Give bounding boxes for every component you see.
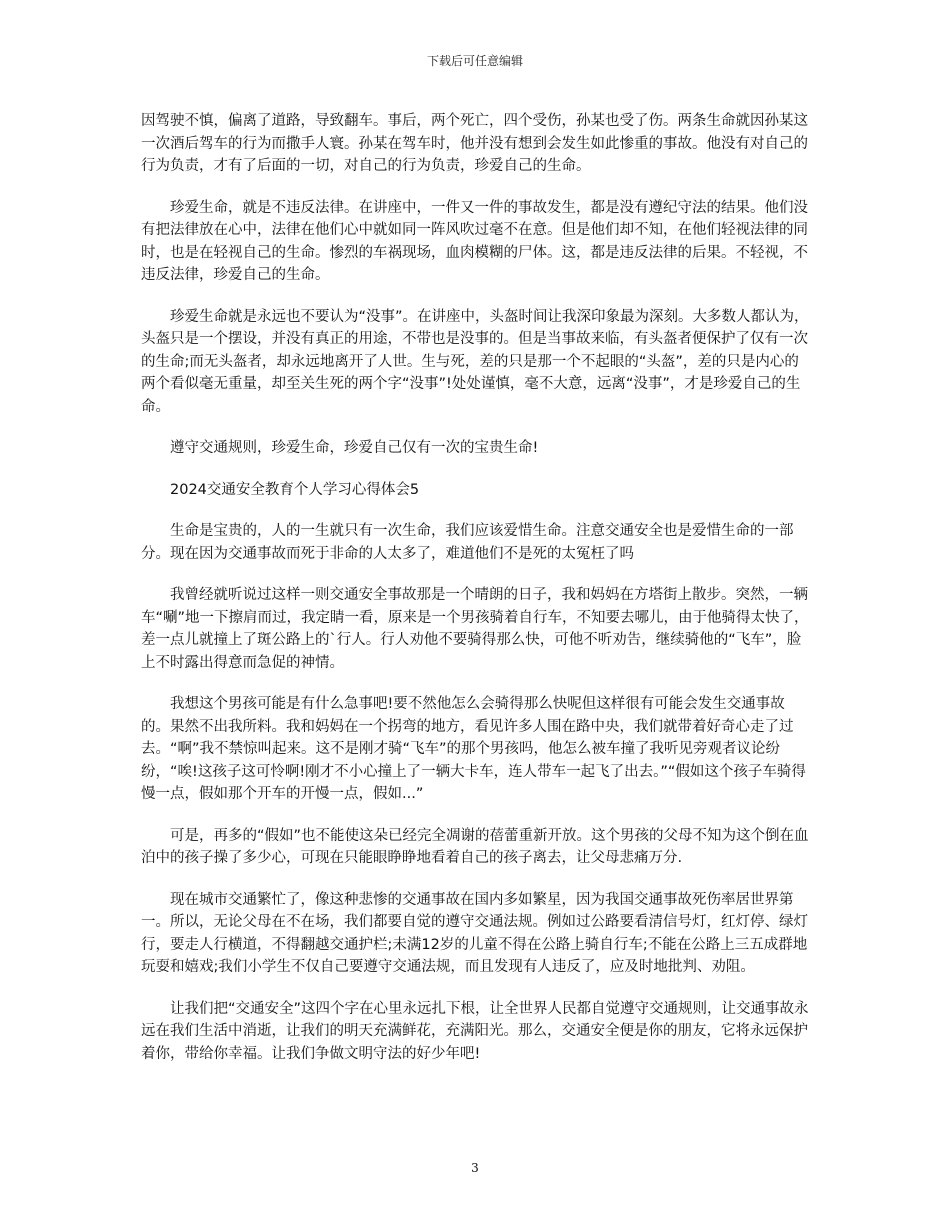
paragraph: 我想这个男孩可能是有什么急事吧!要不然他怎么会骑得那么快呢但这样很有可能会发生交通事故的。果然不出我所料。我和妈妈在一个拐弯的地方，看见许多人围在路中央，我们就带着好奇心走了过去。“啊”我不禁惊叫起来。这不是刚才骑“飞车”的那个男孩吗，他怎么被车撞了我听见旁观者议论纷纷，“唉!这孩子这可怜啊!刚才不小心撞上了一辆大卡车，连人带车一起飞了出去。”“假如这个孩子车骑得慢一点，假如那个开车的开慢一点，假如...” [141, 696, 806, 802]
paragraph: 我曾经就听说过这样一则交通安全事故那是一个晴朗的日子，我和妈妈在方塔街上散步。突然，一辆车“唰”地一下擦肩而过，我定睛一看，原来是一个男孩骑着自行车，不知要去哪儿，由于他骑得太快了，差一点儿就撞上了斑公路上的`行人。行人劝他不要骑得那么快，可他不听劝告，继续骑他的“飞车”，脸上不时露出得意而急促的神情。 [141, 587, 809, 671]
document-body [141, 110, 813, 1084]
paragraph: 珍爱生命就是永远也不要认为“没事”。在讲座中，头盔时间让我深印象最为深刻。大多数人都认为，头盔只是一个摆设，并没有真正的用途，不带也是没事的。但是当事故来临，有头盔者便保护了仅有一次的生命;而无头盔者，却永远地离开了人世。生与死，差的只是那一个不起眼的“头盔”，差的只是内心的两个看似毫无重量，却至关生死的两个字“没事”!处处谨慎，毫不大意，远离“没事”，才是珍爱自己的生命。 [141, 308, 809, 415]
page-number: 3 [471, 1161, 479, 1175]
paragraph: 现在城市交通繁忙了，像这种悲惨的交通事故在国内多如繁星，因为我国交通事故死伤率居世界第一。所以，无论父母在不在场，我们都要自觉的遵守交通法规。例如过公路要看清信号灯，红灯停、绿灯行，要走人行横道，不得翻越交通护栏;未满12岁的儿童不得在公路上骑自行车;不能在公路上三五成群地玩耍和嬉戏;我们小学生不仅自己要遵守交通法规，而且发现有人违反了，应及时地批判、劝阻。 [141, 891, 808, 975]
paragraph: 珍爱生命，就是不违反法律。在讲座中，一件又一件的事故发生，都是没有遵纪守法的结果。他们没有把法律放在心中，法律在他们心中就如同一阵风吹过毫不在意。但是他们却不知，在他们轻视法律的同时，也是在轻视自己的生命。惨烈的车祸现场，血肉模糊的尸体。这，都是违反法律的后果。不轻视，不违反法律，珍爱自己的生命。 [141, 199, 808, 283]
paragraph: 可是，再多的“假如”也不能使这朵已经完全凋谢的蓓蕾重新开放。这个男孩的父母不知为这个倒在血泊中的孩子操了多少心，可现在只能眼睁睁地看着自己的孩子离去，让父母悲痛万分. [141, 827, 809, 866]
paragraph: 因驾驶不慎，偏离了道路，导致翻车。事后，两个死亡，四个受伤，孙某也受了伤。两条生命就因孙某这一次酒后驾车的行为而撒手人寰。孙某在驾车时，他并没有想到会发生如此惨重的事故。他没有对自己的行为负责，才有了后面的一切，对自己的行为负责，珍爱自己的生命。 [141, 113, 808, 174]
paragraph: 让我们把“交通安全”这四个字在心里永远扎下根，让全世界人民都自觉遵守交通规则，让交通事故永远在我们生活中消逝，让我们的明天充满鲜花，充满阳光。那么，交通安全便是你的朋友，它将永远保护着你，带给你幸福。让我们争做文明守法的好少年吧! [141, 1000, 809, 1062]
paragraph: 遵守交通规则，珍爱生命，珍爱自己仅有一次的宝贵生命! [170, 440, 539, 456]
paragraph: 生命是宝贵的，人的一生就只有一次生命，我们应该爱惜生命。注意交通安全也是爱惜生命的一部分。现在因为交通事故而死于非命的人太多了，难道他们不是死的太冤枉了吗 [141, 523, 794, 562]
section-heading: 2024交通安全教育个人学习心得体会5 [170, 481, 420, 498]
page-header: 下载后可任意编辑 [426, 54, 523, 68]
